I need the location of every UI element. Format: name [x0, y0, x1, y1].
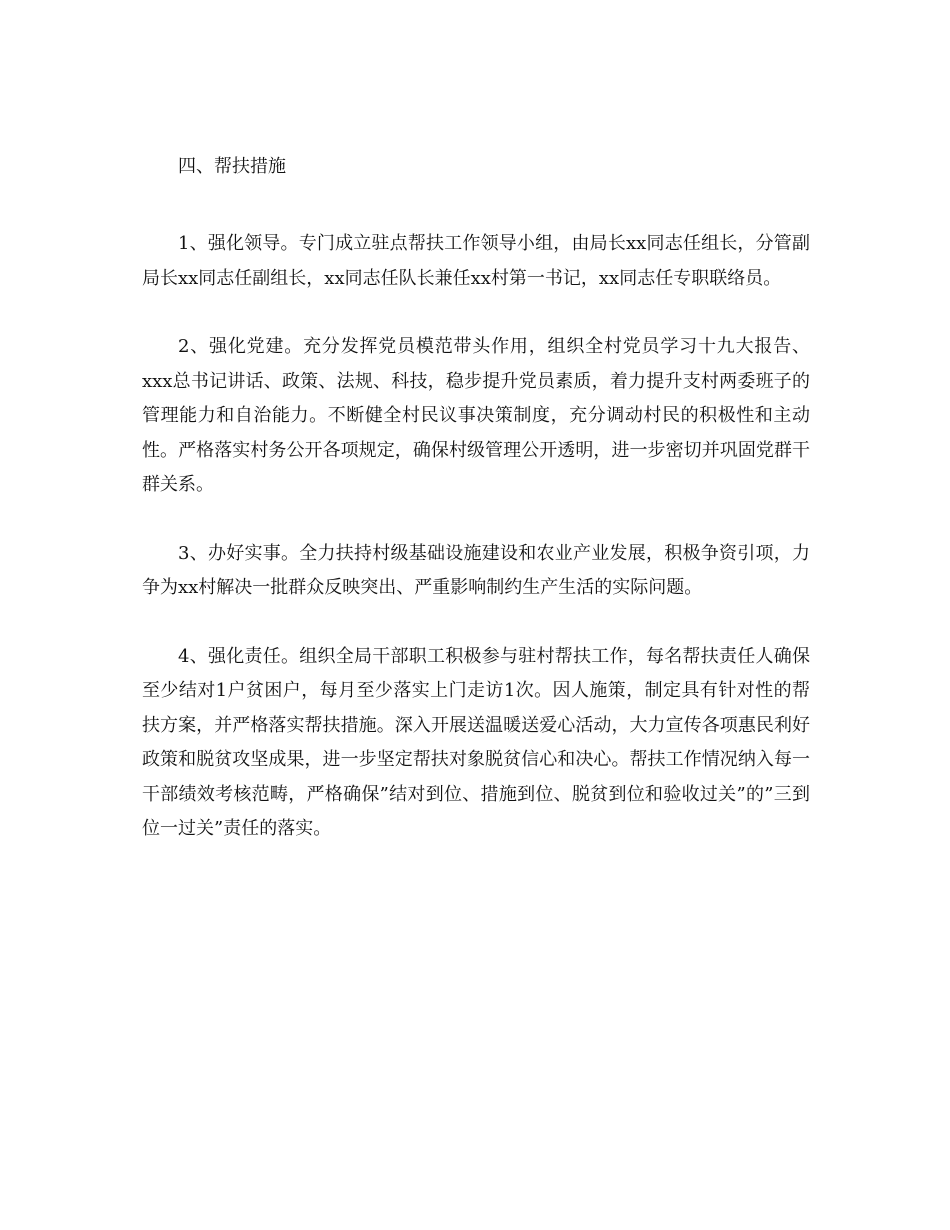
paragraph-1: 1、强化领导。专门成立驻点帮扶工作领导小组，由局长xx同志任组长，分管副局长xx同志任副组长，xx同志任队长兼任xx村第一书记，xx同志任专职联络员。: [142, 233, 810, 289]
document-page: [142, 152, 810, 881]
paragraph-3: 3、办好实事。全力扶持村级基础设施建设和农业产业发展，积极争资引项，力争为xx村解决一批群众反映突出、严重影响制约生产生活的实际问题。: [142, 542, 810, 598]
section-heading: 四、帮扶措施: [178, 156, 286, 177]
paragraph-4: 4、强化责任。组织全局干部职工积极参与驻村帮扶工作，每名帮扶责任人确保至少结对1户贫困户，每月至少落实上门走访1次。因人施策，制定具有针对性的帮扶方案，并严格落实帮扶措施。深入开展送温暖送爱心活动，大力宣传各项惠民利好政策和脱贫攻坚成果，进一步坚定帮扶对象脱贫信心和决心。帮扶工作情况纳入每一干部绩效考核范畴，严格确保”结对到位、措施到位、脱贫到位和验收过关”的”三到位一过关”责任的落实。: [142, 645, 810, 839]
paragraph-2: 2、强化党建。充分发挥党员模范带头作用，组织全村党员学习十九大报告、xxx总书记讲话、政策、法规、科技，稳步提升党员素质，着力提升支村两委班子的管理能力和自治能力。不断健全村民议事决策制度，充分调动村民的积极性和主动性。严格落实村务公开各项规定，确保村级管理公开透明，进一步密切并巩固党群干群关系。: [142, 336, 810, 495]
